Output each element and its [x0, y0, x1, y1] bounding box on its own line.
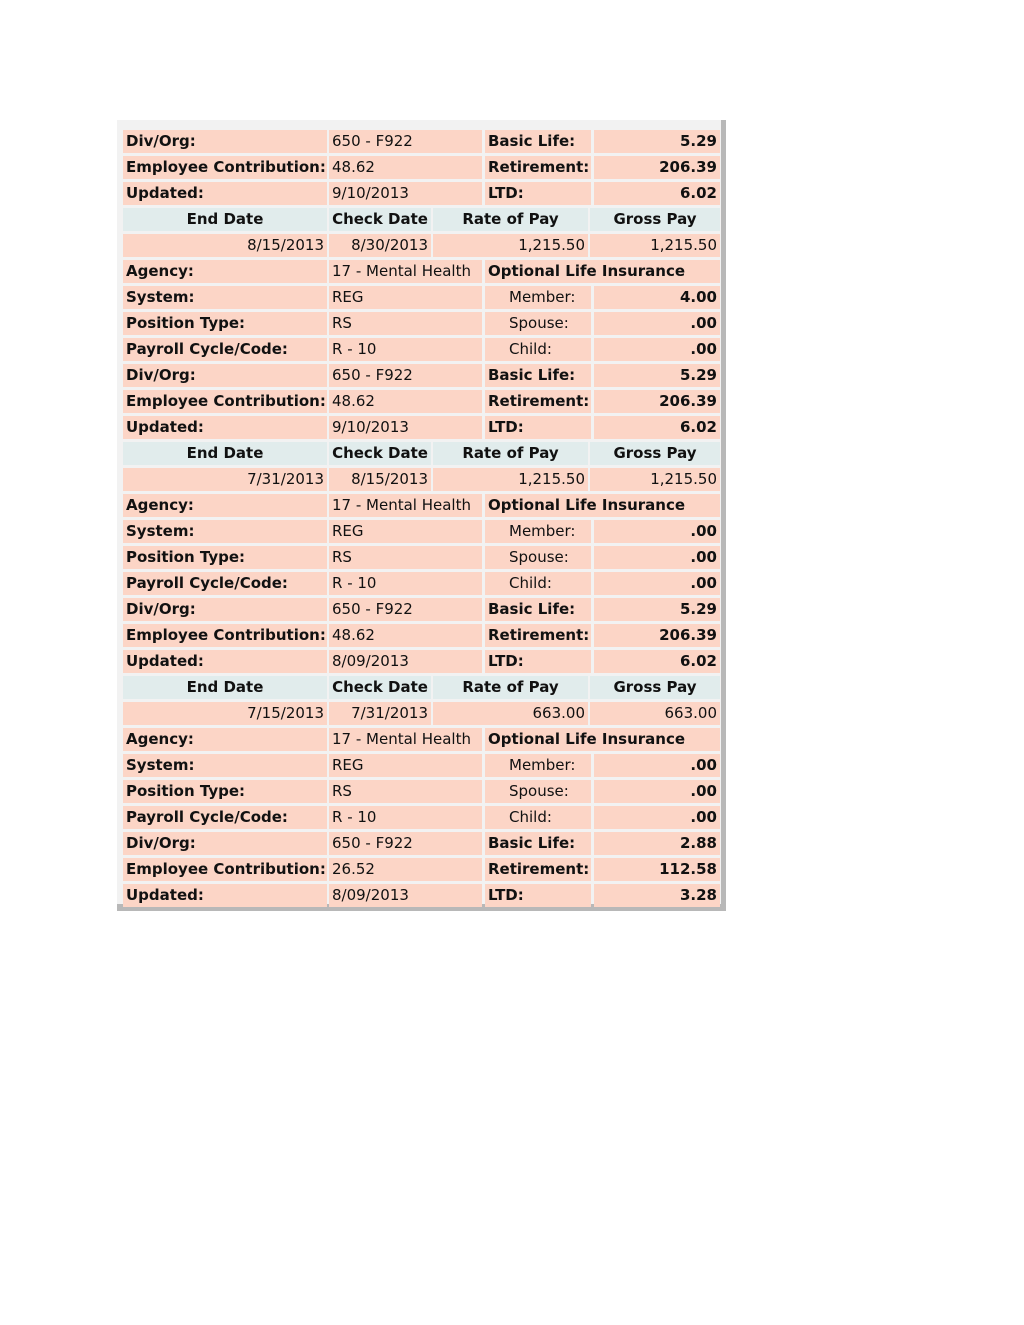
end-date-header: End Date: [123, 676, 327, 699]
retirement-value: 206.39: [594, 624, 720, 647]
gross-pay-header: Gross Pay: [590, 676, 720, 699]
retirement-value: 206.39: [594, 156, 720, 179]
system-label: System:: [123, 520, 327, 543]
spouse-value: .00: [594, 546, 720, 569]
end-date-header: End Date: [123, 442, 327, 465]
ltd-value: 6.02: [594, 650, 720, 673]
end-date-value: 8/15/2013: [123, 234, 327, 257]
system-value: REG: [329, 286, 482, 309]
employee-contribution-value: 48.62: [329, 624, 482, 647]
spouse-value: .00: [594, 780, 720, 803]
div-org-value: 650 - F922: [329, 364, 482, 387]
gross-pay-value: 663.00: [590, 702, 720, 725]
optional-life-insurance-heading: Optional Life Insurance: [485, 260, 720, 283]
check-date-value: 7/31/2013: [329, 702, 431, 725]
position-type-label: Position Type:: [123, 780, 327, 803]
retirement-value: 112.58: [594, 858, 720, 881]
rate-of-pay-value: 1,215.50: [433, 468, 588, 491]
rate-of-pay-header: Rate of Pay: [433, 676, 588, 699]
child-value: .00: [594, 572, 720, 595]
agency-value: 17 - Mental Health: [329, 728, 482, 751]
agency-label: Agency:: [123, 260, 327, 283]
child-value: .00: [594, 806, 720, 829]
spouse-label: Spouse:: [485, 312, 591, 335]
basic-life-value: 2.88: [594, 832, 720, 855]
payroll-cycle-value: R - 10: [329, 572, 482, 595]
member-value: 4.00: [594, 286, 720, 309]
position-type-label: Position Type:: [123, 546, 327, 569]
retirement-label: Retirement:: [485, 858, 591, 881]
basic-life-label: Basic Life:: [485, 598, 591, 621]
updated-value: 9/10/2013: [329, 416, 482, 439]
div-org-label: Div/Org:: [123, 598, 327, 621]
div-org-label: Div/Org:: [123, 364, 327, 387]
gross-pay-header: Gross Pay: [590, 208, 720, 231]
position-type-value: RS: [329, 780, 482, 803]
agency-value: 17 - Mental Health: [329, 494, 482, 517]
rate-of-pay-header: Rate of Pay: [433, 208, 588, 231]
member-value: .00: [594, 520, 720, 543]
updated-value: 8/09/2013: [329, 650, 482, 673]
employee-contribution-value: 48.62: [329, 390, 482, 413]
ltd-value: 3.28: [594, 884, 720, 907]
basic-life-value: 5.29: [594, 598, 720, 621]
member-label: Member:: [485, 754, 591, 777]
system-label: System:: [123, 286, 327, 309]
updated-label: Updated:: [123, 884, 327, 907]
child-label: Child:: [485, 806, 591, 829]
employee-contribution-label: Employee Contribution:: [123, 390, 327, 413]
basic-life-value: 5.29: [594, 364, 720, 387]
check-date-value: 8/15/2013: [329, 468, 431, 491]
retirement-label: Retirement:: [485, 156, 591, 179]
payroll-history-table: [117, 120, 726, 911]
spouse-label: Spouse:: [485, 780, 591, 803]
employee-contribution-label: Employee Contribution:: [123, 156, 327, 179]
child-label: Child:: [485, 572, 591, 595]
ltd-value: 6.02: [594, 416, 720, 439]
div-org-value: 650 - F922: [329, 130, 482, 153]
check-date-value: 8/30/2013: [329, 234, 431, 257]
retirement-label: Retirement:: [485, 390, 591, 413]
div-org-label: Div/Org:: [123, 130, 327, 153]
system-value: REG: [329, 520, 482, 543]
ltd-label: LTD:: [485, 182, 591, 205]
position-type-value: RS: [329, 546, 482, 569]
div-org-value: 650 - F922: [329, 832, 482, 855]
end-date-header: End Date: [123, 208, 327, 231]
div-org-value: 650 - F922: [329, 598, 482, 621]
payroll-cycle-label: Payroll Cycle/Code:: [123, 338, 327, 361]
div-org-label: Div/Org:: [123, 832, 327, 855]
agency-label: Agency:: [123, 728, 327, 751]
check-date-header: Check Date: [329, 676, 431, 699]
basic-life-label: Basic Life:: [485, 364, 591, 387]
check-date-header: Check Date: [329, 442, 431, 465]
updated-label: Updated:: [123, 416, 327, 439]
spouse-value: .00: [594, 312, 720, 335]
gross-pay-value: 1,215.50: [590, 468, 720, 491]
position-type-label: Position Type:: [123, 312, 327, 335]
end-date-value: 7/15/2013: [123, 702, 327, 725]
optional-life-insurance-heading: Optional Life Insurance: [485, 494, 720, 517]
system-value: REG: [329, 754, 482, 777]
child-label: Child:: [485, 338, 591, 361]
rate-of-pay-header: Rate of Pay: [433, 442, 588, 465]
ltd-label: LTD:: [485, 416, 591, 439]
member-value: .00: [594, 754, 720, 777]
member-label: Member:: [485, 520, 591, 543]
basic-life-label: Basic Life:: [485, 832, 591, 855]
updated-label: Updated:: [123, 182, 327, 205]
retirement-value: 206.39: [594, 390, 720, 413]
child-value: .00: [594, 338, 720, 361]
employee-contribution-label: Employee Contribution:: [123, 624, 327, 647]
ltd-label: LTD:: [485, 650, 591, 673]
rate-of-pay-value: 663.00: [433, 702, 588, 725]
rate-of-pay-value: 1,215.50: [433, 234, 588, 257]
employee-contribution-label: Employee Contribution:: [123, 858, 327, 881]
gross-pay-value: 1,215.50: [590, 234, 720, 257]
agency-label: Agency:: [123, 494, 327, 517]
updated-value: 8/09/2013: [329, 884, 482, 907]
employee-contribution-value: 48.62: [329, 156, 482, 179]
payroll-cycle-label: Payroll Cycle/Code:: [123, 572, 327, 595]
gross-pay-header: Gross Pay: [590, 442, 720, 465]
agency-value: 17 - Mental Health: [329, 260, 482, 283]
end-date-value: 7/31/2013: [123, 468, 327, 491]
ltd-label: LTD:: [485, 884, 591, 907]
member-label: Member:: [485, 286, 591, 309]
payroll-cycle-value: R - 10: [329, 338, 482, 361]
check-date-header: Check Date: [329, 208, 431, 231]
payroll-cycle-value: R - 10: [329, 806, 482, 829]
employee-contribution-value: 26.52: [329, 858, 482, 881]
ltd-value: 6.02: [594, 182, 720, 205]
basic-life-label: Basic Life:: [485, 130, 591, 153]
updated-value: 9/10/2013: [329, 182, 482, 205]
updated-label: Updated:: [123, 650, 327, 673]
position-type-value: RS: [329, 312, 482, 335]
retirement-label: Retirement:: [485, 624, 591, 647]
spouse-label: Spouse:: [485, 546, 591, 569]
basic-life-value: 5.29: [594, 130, 720, 153]
system-label: System:: [123, 754, 327, 777]
optional-life-insurance-heading: Optional Life Insurance: [485, 728, 720, 751]
payroll-cycle-label: Payroll Cycle/Code:: [123, 806, 327, 829]
